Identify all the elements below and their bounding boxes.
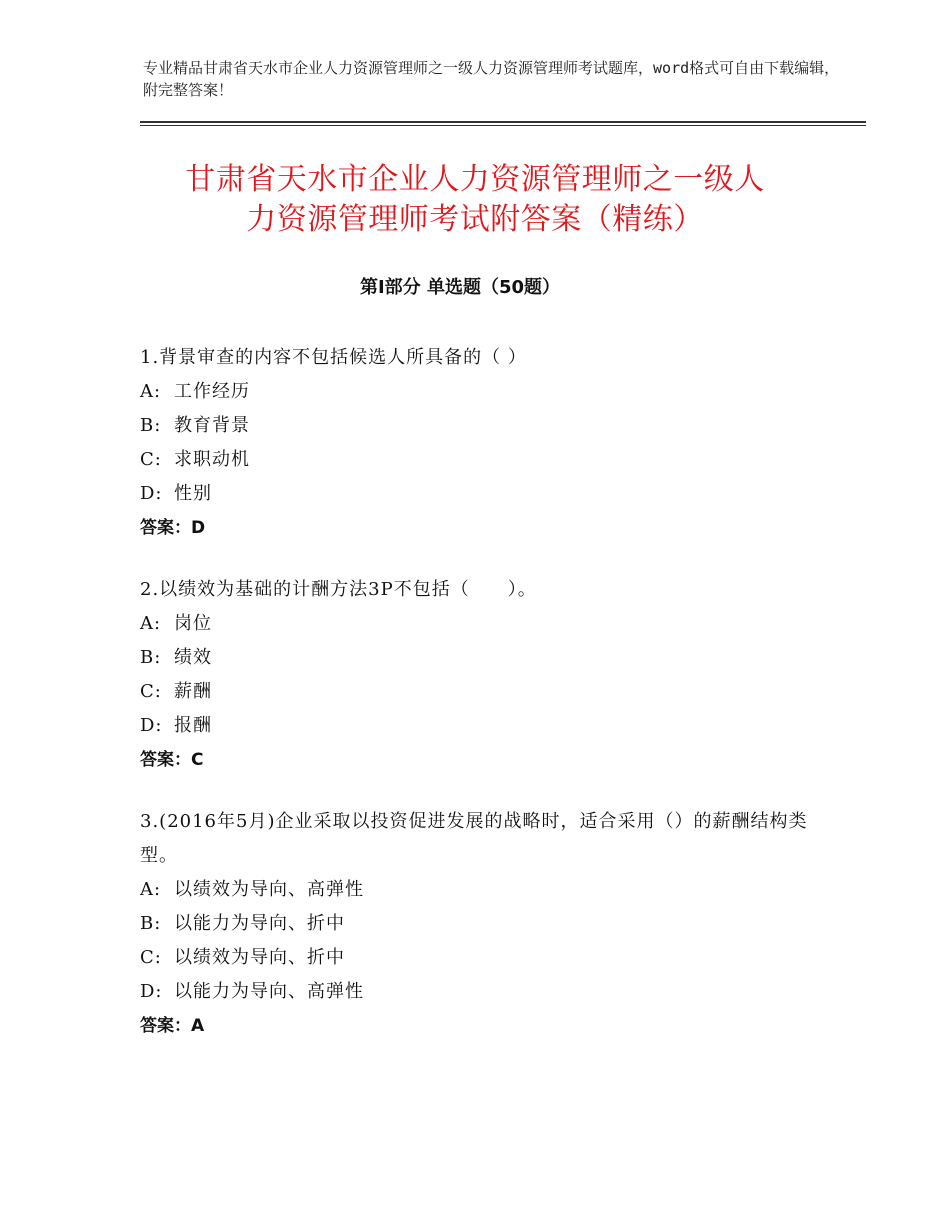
header-divider-thin <box>140 125 866 126</box>
option-key: C: <box>140 681 162 702</box>
option-text: 岗位 <box>174 613 212 634</box>
option-text: 教育背景 <box>174 415 250 436</box>
option-a <box>140 375 810 409</box>
option-key: B: <box>140 647 162 668</box>
option-b <box>140 907 810 941</box>
option-b <box>140 641 810 675</box>
option-key: A: <box>140 879 162 900</box>
option-text: 以绩效为导向、高弹性 <box>174 879 364 900</box>
section-title: 第Ⅰ部分 单选题（50题） <box>359 277 560 298</box>
option-text: 以能力为导向、高弹性 <box>174 981 364 1002</box>
question-3 <box>140 805 810 1043</box>
option-text: 绩效 <box>174 647 212 668</box>
option-c <box>140 443 810 477</box>
option-key: D: <box>140 981 163 1002</box>
question-stem: 3.(2016年5月)企业采取以投资促进发展的战略时，适合采用（）的薪酬结构类型。 <box>140 811 808 866</box>
option-key: C: <box>140 947 162 968</box>
question-list <box>140 341 810 1071</box>
option-key: A: <box>140 613 162 634</box>
option-c <box>140 675 810 709</box>
answer-label: 答案：D <box>140 518 206 538</box>
option-key: B: <box>140 415 162 436</box>
question-stem: 1.背景审查的内容不包括候选人所具备的（ ） <box>140 347 527 368</box>
document-title-line-2: 力资源管理师考试附答案（精练） <box>246 202 704 237</box>
answer-label: 答案：C <box>140 750 204 770</box>
option-d <box>140 975 810 1009</box>
option-key: D: <box>140 715 163 736</box>
answer-label: 答案：A <box>140 1016 205 1036</box>
header-divider-thick <box>140 121 866 123</box>
question-2 <box>140 573 810 777</box>
question-1 <box>140 341 810 545</box>
option-text: 以绩效为导向、折中 <box>174 947 345 968</box>
document-title <box>110 160 840 240</box>
option-a <box>140 607 810 641</box>
option-text: 以能力为导向、折中 <box>174 913 345 934</box>
option-d <box>140 477 810 511</box>
option-key: D: <box>140 483 163 504</box>
option-text: 薪酬 <box>174 681 212 702</box>
option-text: 求职动机 <box>174 449 250 470</box>
header-note: 专业精品甘肃省天水市企业人力资源管理师之一级人力资源管理师考试题库，word格式可自由下载编辑，附完整答案！ <box>143 59 840 99</box>
option-text: 性别 <box>174 483 212 504</box>
option-b <box>140 409 810 443</box>
option-key: B: <box>140 913 162 934</box>
document-title-line-1: 甘肃省天水市企业人力资源管理师之一级人 <box>185 162 765 197</box>
question-stem: 2.以绩效为基础的计酬方法3P不包括（ ）。 <box>140 579 537 600</box>
option-text: 报酬 <box>174 715 212 736</box>
option-key: C: <box>140 449 162 470</box>
option-text: 工作经历 <box>174 381 250 402</box>
option-a <box>140 873 810 907</box>
option-c <box>140 941 810 975</box>
option-d <box>140 709 810 743</box>
option-key: A: <box>140 381 162 402</box>
